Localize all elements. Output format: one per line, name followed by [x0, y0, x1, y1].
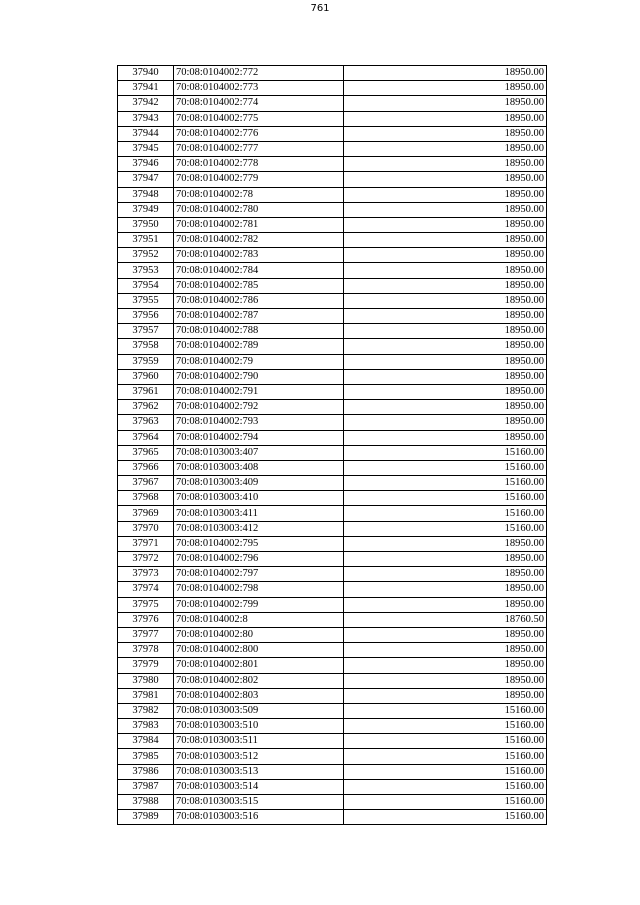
table-row	[118, 506, 547, 521]
value-cell: 15160.00	[344, 749, 547, 764]
cadastral-number-cell: 70:08:0104002:797	[174, 567, 344, 582]
table-row	[118, 658, 547, 673]
value-cell: 18950.00	[344, 339, 547, 354]
cadastral-number-cell: 70:08:0104002:800	[174, 643, 344, 658]
value-cell: 15160.00	[344, 491, 547, 506]
value-cell: 18950.00	[344, 582, 547, 597]
cadastral-number-cell: 70:08:0104002:779	[174, 172, 344, 187]
cadastral-number-cell: 70:08:0103003:412	[174, 521, 344, 536]
cadastral-number-cell: 70:08:0103003:510	[174, 719, 344, 734]
table-row	[118, 339, 547, 354]
value-cell: 15160.00	[344, 703, 547, 718]
cadastral-number-cell: 70:08:0104002:778	[174, 157, 344, 172]
row-number-cell: 37972	[118, 552, 174, 567]
table-row	[118, 354, 547, 369]
row-number-cell: 37947	[118, 172, 174, 187]
table-row	[118, 810, 547, 825]
cadastral-number-cell: 70:08:0104002:78	[174, 187, 344, 202]
table-row	[118, 233, 547, 248]
row-number-cell: 37940	[118, 66, 174, 81]
row-number-cell: 37954	[118, 278, 174, 293]
cadastral-number-cell: 70:08:0103003:516	[174, 810, 344, 825]
value-cell: 18950.00	[344, 81, 547, 96]
value-cell: 15160.00	[344, 719, 547, 734]
value-cell: 18950.00	[344, 66, 547, 81]
value-cell: 18950.00	[344, 658, 547, 673]
cadastral-number-cell: 70:08:0104002:772	[174, 66, 344, 81]
table-row	[118, 96, 547, 111]
row-number-cell: 37950	[118, 217, 174, 232]
row-number-cell: 37946	[118, 157, 174, 172]
table-row	[118, 81, 547, 96]
cadastral-number-cell: 70:08:0103003:511	[174, 734, 344, 749]
table-row	[118, 309, 547, 324]
table-row	[118, 202, 547, 217]
table-row	[118, 734, 547, 749]
table-row	[118, 688, 547, 703]
value-cell: 18950.00	[344, 96, 547, 111]
table-row	[118, 263, 547, 278]
table-row	[118, 415, 547, 430]
row-number-cell: 37985	[118, 749, 174, 764]
cadastral-number-cell: 70:08:0104002:80	[174, 627, 344, 642]
table-row	[118, 749, 547, 764]
table-row	[118, 293, 547, 308]
table-row	[118, 764, 547, 779]
cadastral-number-cell: 70:08:0103003:515	[174, 795, 344, 810]
row-number-cell: 37970	[118, 521, 174, 536]
cadastral-number-cell: 70:08:0104002:79	[174, 354, 344, 369]
value-cell: 18950.00	[344, 233, 547, 248]
cadastral-number-cell: 70:08:0104002:799	[174, 597, 344, 612]
row-number-cell: 37973	[118, 567, 174, 582]
table-row	[118, 400, 547, 415]
cadastral-number-cell: 70:08:0103003:411	[174, 506, 344, 521]
row-number-cell: 37986	[118, 764, 174, 779]
row-number-cell: 37963	[118, 415, 174, 430]
cadastral-number-cell: 70:08:0104002:798	[174, 582, 344, 597]
row-number-cell: 37966	[118, 460, 174, 475]
value-cell: 18950.00	[344, 552, 547, 567]
cadastral-number-cell: 70:08:0104002:793	[174, 415, 344, 430]
row-number-cell: 37982	[118, 703, 174, 718]
cadastral-number-cell: 70:08:0103003:509	[174, 703, 344, 718]
row-number-cell: 37977	[118, 627, 174, 642]
table-row	[118, 643, 547, 658]
value-cell: 15160.00	[344, 764, 547, 779]
row-number-cell: 37956	[118, 309, 174, 324]
row-number-cell: 37961	[118, 384, 174, 399]
value-cell: 18950.00	[344, 141, 547, 156]
cadastral-number-cell: 70:08:0103003:408	[174, 460, 344, 475]
cadastral-number-cell: 70:08:0103003:513	[174, 764, 344, 779]
value-cell: 18950.00	[344, 172, 547, 187]
value-cell: 15160.00	[344, 506, 547, 521]
value-cell: 18760.50	[344, 612, 547, 627]
value-cell: 18950.00	[344, 278, 547, 293]
table-row	[118, 141, 547, 156]
table-row	[118, 324, 547, 339]
table-row	[118, 217, 547, 232]
row-number-cell: 37941	[118, 81, 174, 96]
row-number-cell: 37964	[118, 430, 174, 445]
cadastral-number-cell: 70:08:0104002:794	[174, 430, 344, 445]
row-number-cell: 37969	[118, 506, 174, 521]
cadastral-number-cell: 70:08:0104002:792	[174, 400, 344, 415]
value-cell: 18950.00	[344, 309, 547, 324]
table-row	[118, 521, 547, 536]
row-number-cell: 37980	[118, 673, 174, 688]
row-number-cell: 37971	[118, 536, 174, 551]
row-number-cell: 37948	[118, 187, 174, 202]
table-row	[118, 779, 547, 794]
value-cell: 15160.00	[344, 795, 547, 810]
table-row	[118, 172, 547, 187]
value-cell: 15160.00	[344, 521, 547, 536]
cadastral-number-cell: 70:08:0103003:410	[174, 491, 344, 506]
value-cell: 18950.00	[344, 126, 547, 141]
row-number-cell: 37984	[118, 734, 174, 749]
value-cell: 18950.00	[344, 111, 547, 126]
cadastral-number-cell: 70:08:0104002:795	[174, 536, 344, 551]
cadastral-number-cell: 70:08:0104002:791	[174, 384, 344, 399]
value-cell: 15160.00	[344, 779, 547, 794]
row-number-cell: 37958	[118, 339, 174, 354]
value-cell: 15160.00	[344, 460, 547, 475]
row-number-cell: 37981	[118, 688, 174, 703]
value-cell: 18950.00	[344, 384, 547, 399]
row-number-cell: 37943	[118, 111, 174, 126]
table-row	[118, 673, 547, 688]
row-number-cell: 37965	[118, 445, 174, 460]
value-cell: 18950.00	[344, 217, 547, 232]
cadastral-number-cell: 70:08:0104002:803	[174, 688, 344, 703]
value-cell: 15160.00	[344, 810, 547, 825]
value-cell: 18950.00	[344, 567, 547, 582]
cadastral-number-cell: 70:08:0104002:777	[174, 141, 344, 156]
row-number-cell: 37951	[118, 233, 174, 248]
table-row	[118, 719, 547, 734]
cadastral-number-cell: 70:08:0103003:512	[174, 749, 344, 764]
table-row	[118, 126, 547, 141]
value-cell: 18950.00	[344, 597, 547, 612]
cadastral-number-cell: 70:08:0104002:784	[174, 263, 344, 278]
row-number-cell: 37987	[118, 779, 174, 794]
cadastral-number-cell: 70:08:0104002:796	[174, 552, 344, 567]
value-cell: 18950.00	[344, 643, 547, 658]
table-row	[118, 582, 547, 597]
row-number-cell: 37968	[118, 491, 174, 506]
value-cell: 18950.00	[344, 354, 547, 369]
cadastral-number-cell: 70:08:0104002:782	[174, 233, 344, 248]
value-cell: 18950.00	[344, 369, 547, 384]
value-cell: 18950.00	[344, 400, 547, 415]
row-number-cell: 37949	[118, 202, 174, 217]
row-number-cell: 37978	[118, 643, 174, 658]
table-row	[118, 369, 547, 384]
cadastral-number-cell: 70:08:0103003:514	[174, 779, 344, 794]
row-number-cell: 37955	[118, 293, 174, 308]
value-cell: 18950.00	[344, 157, 547, 172]
value-cell: 18950.00	[344, 324, 547, 339]
cadastral-number-cell: 70:08:0104002:774	[174, 96, 344, 111]
value-cell: 18950.00	[344, 187, 547, 202]
row-number-cell: 37988	[118, 795, 174, 810]
table-row	[118, 567, 547, 582]
table-row	[118, 384, 547, 399]
table-row	[118, 491, 547, 506]
cadastral-number-cell: 70:08:0104002:773	[174, 81, 344, 96]
value-cell: 18950.00	[344, 536, 547, 551]
value-cell: 15160.00	[344, 445, 547, 460]
cadastral-number-cell: 70:08:0103003:409	[174, 476, 344, 491]
value-cell: 15160.00	[344, 476, 547, 491]
table-body	[118, 66, 547, 825]
cadastral-number-cell: 70:08:0104002:776	[174, 126, 344, 141]
row-number-cell: 37983	[118, 719, 174, 734]
table-row	[118, 627, 547, 642]
table-row	[118, 536, 547, 551]
table-row	[118, 460, 547, 475]
table-row	[118, 111, 547, 126]
cadastral-number-cell: 70:08:0104002:8	[174, 612, 344, 627]
value-cell: 15160.00	[344, 734, 547, 749]
cadastral-number-cell: 70:08:0104002:802	[174, 673, 344, 688]
table-row	[118, 597, 547, 612]
value-cell: 18950.00	[344, 202, 547, 217]
cadastral-number-cell: 70:08:0104002:787	[174, 309, 344, 324]
cadastral-number-cell: 70:08:0104002:785	[174, 278, 344, 293]
value-cell: 18950.00	[344, 688, 547, 703]
table-row	[118, 157, 547, 172]
value-cell: 18950.00	[344, 248, 547, 263]
table-row	[118, 66, 547, 81]
value-cell: 18950.00	[344, 263, 547, 278]
row-number-cell: 37945	[118, 141, 174, 156]
row-number-cell: 37962	[118, 400, 174, 415]
table-row	[118, 445, 547, 460]
row-number-cell: 37974	[118, 582, 174, 597]
table-row	[118, 795, 547, 810]
table-row	[118, 552, 547, 567]
row-number-cell: 37957	[118, 324, 174, 339]
table-row	[118, 430, 547, 445]
table-row	[118, 612, 547, 627]
table-row	[118, 476, 547, 491]
cadastral-number-cell: 70:08:0104002:783	[174, 248, 344, 263]
cadastral-number-cell: 70:08:0104002:788	[174, 324, 344, 339]
cadastral-value-table	[117, 65, 547, 825]
cadastral-number-cell: 70:08:0103003:407	[174, 445, 344, 460]
table-row	[118, 187, 547, 202]
row-number-cell: 37975	[118, 597, 174, 612]
value-cell: 18950.00	[344, 415, 547, 430]
value-cell: 18950.00	[344, 673, 547, 688]
row-number-cell: 37976	[118, 612, 174, 627]
value-cell: 18950.00	[344, 627, 547, 642]
cadastral-number-cell: 70:08:0104002:775	[174, 111, 344, 126]
table-row	[118, 278, 547, 293]
cadastral-number-cell: 70:08:0104002:789	[174, 339, 344, 354]
cadastral-number-cell: 70:08:0104002:786	[174, 293, 344, 308]
row-number-cell: 37960	[118, 369, 174, 384]
table-row	[118, 703, 547, 718]
row-number-cell: 37942	[118, 96, 174, 111]
row-number-cell: 37967	[118, 476, 174, 491]
row-number-cell: 37953	[118, 263, 174, 278]
table-row	[118, 248, 547, 263]
cadastral-number-cell: 70:08:0104002:790	[174, 369, 344, 384]
row-number-cell: 37989	[118, 810, 174, 825]
row-number-cell: 37952	[118, 248, 174, 263]
cadastral-number-cell: 70:08:0104002:780	[174, 202, 344, 217]
row-number-cell: 37979	[118, 658, 174, 673]
value-cell: 18950.00	[344, 430, 547, 445]
cadastral-number-cell: 70:08:0104002:801	[174, 658, 344, 673]
value-cell: 18950.00	[344, 293, 547, 308]
row-number-cell: 37959	[118, 354, 174, 369]
row-number-cell: 37944	[118, 126, 174, 141]
cadastral-number-cell: 70:08:0104002:781	[174, 217, 344, 232]
page-number: 761	[310, 3, 330, 14]
